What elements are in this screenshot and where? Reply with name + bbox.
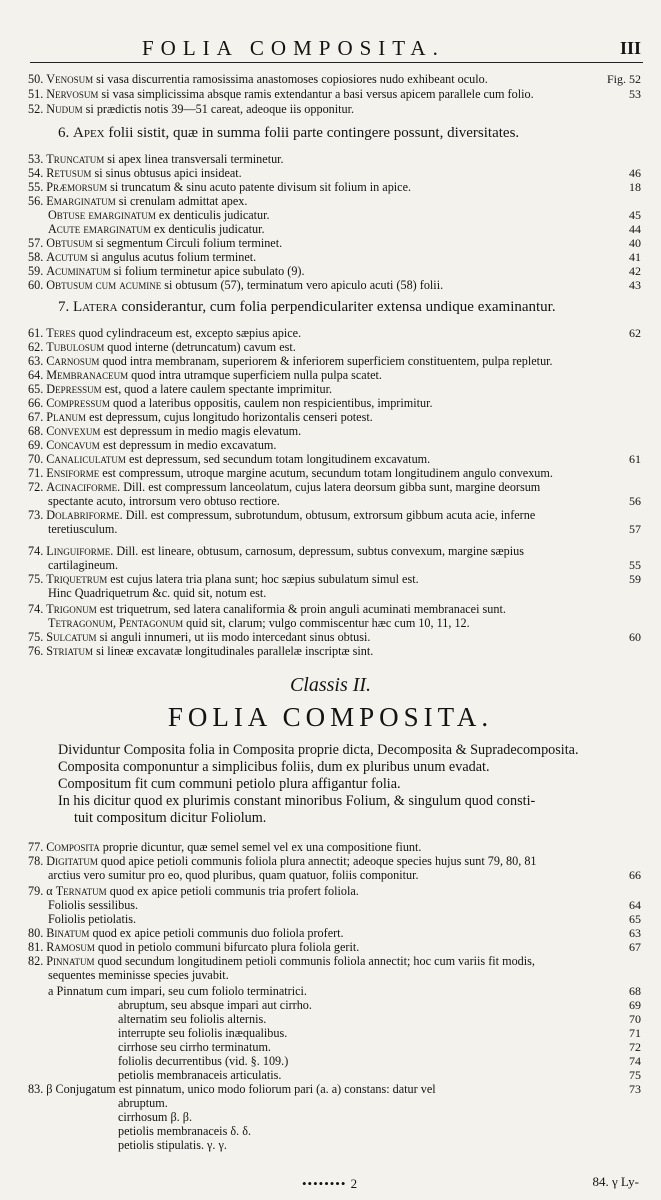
- entry-term: Digitatum: [46, 854, 98, 868]
- entry-line: [48, 522, 117, 536]
- figure-number: 69: [629, 998, 641, 1012]
- figure-number: 63: [629, 926, 641, 940]
- entry-term: Trigonum: [46, 602, 97, 616]
- entry-text: est depressum, sed secundum totam longitudinem excavatum.: [125, 452, 431, 466]
- entry-line: [118, 1138, 227, 1152]
- entry-line: [28, 326, 301, 340]
- entry-line: [28, 87, 534, 101]
- entry-text: est depressum, cujus longitudo horizontalis censeri potest.: [86, 410, 373, 424]
- intro-line: Dividuntur Composita folia in Composita proprie dicta, Decomposita & Supradecomposita.: [58, 742, 579, 758]
- figure-number: 67: [629, 940, 641, 954]
- entry-line: [28, 250, 256, 264]
- entry-text: Pinnatum cum impari, seu cum foliolo terminatrici.: [56, 984, 307, 998]
- entry-text: si crenulam admittat apex.: [115, 194, 248, 208]
- entry-mark: a: [48, 984, 54, 998]
- entry-line: [28, 884, 359, 898]
- catchword: 84. γ Ly-: [592, 1174, 639, 1189]
- entry-number: 70.: [28, 452, 44, 466]
- entry-line: [48, 968, 229, 982]
- entry-term: Ramosum: [46, 940, 95, 954]
- entry-line: [28, 264, 305, 278]
- entry-text: est depressum in medio excavatum.: [99, 438, 277, 452]
- entry-text: si truncatum & sinu acuto patente divisum sit folium in apice.: [107, 180, 412, 194]
- entry-number: 76.: [28, 644, 44, 658]
- entry-number: 59.: [28, 264, 44, 278]
- entry-number: 68.: [28, 424, 44, 438]
- entry-text: sequentes meminisse species juvabit.: [48, 968, 229, 982]
- figure-number: 43: [629, 278, 641, 292]
- entry-text: Foliolis sessilibus.: [48, 898, 139, 912]
- entry-number: 55.: [28, 180, 44, 194]
- entry-term: Membranaceum: [46, 368, 129, 382]
- entry-term: Teres: [46, 326, 76, 340]
- entry-line: [28, 438, 276, 452]
- entry-line: [118, 1110, 192, 1124]
- figure-number: 74: [629, 1054, 641, 1068]
- entry-line: [118, 998, 312, 1012]
- entry-term: Tetragonum, Pentagonum: [48, 616, 184, 630]
- entry-text: abruptum, seu absque impari aut cirrho.: [118, 998, 312, 1012]
- classis-heading: Classis II.: [289, 674, 372, 696]
- entry-term: Striatum: [46, 644, 94, 658]
- entry-text: ex denticulis judicatur.: [155, 208, 270, 222]
- entry-line: [28, 354, 553, 368]
- figure-number: 59: [629, 572, 641, 586]
- entry-line: [28, 236, 282, 250]
- entry-text: est triquetrum, sed latera canaliformia & proin anguli acuminati membranacei sunt.: [96, 602, 506, 616]
- entry-line: [28, 278, 443, 292]
- entry-text: spectante acuto, introrsum vero obtuso rectiore.: [48, 494, 280, 508]
- entry-number: 60.: [28, 278, 44, 292]
- entry-line: [28, 166, 242, 180]
- entry-text: petiolis stipulatis. γ. γ.: [118, 1138, 227, 1152]
- entry-text: si lineæ excavatæ longitudinales parallelæ inscriptæ sint.: [93, 644, 374, 658]
- entry-term: Retusum: [46, 166, 92, 180]
- entry-line: [28, 480, 540, 494]
- entry-term: Ternatum: [55, 884, 107, 898]
- entry-text: cartilagineum.: [48, 558, 119, 572]
- figure-number: 64: [629, 898, 641, 912]
- entry-term: Obtuse emarginatum: [48, 208, 156, 222]
- entry-text: si folium terminetur apice subulato (9).: [110, 264, 305, 278]
- entry-number: 52.: [28, 102, 44, 116]
- entry-text: si segmentum Circuli folium terminet.: [92, 236, 283, 250]
- entry-number: 54.: [28, 166, 44, 180]
- entry-line: [28, 466, 553, 480]
- entry-text: quod a lateribus oppositis, caulem non respicientibus, imprimitur.: [109, 396, 433, 410]
- entry-text: interrupte seu foliolis inæqualibus.: [118, 1026, 288, 1040]
- entry-text: est depressum in medio magis elevatum.: [100, 424, 302, 438]
- entry-line: [28, 452, 430, 466]
- entry-term: Nudum: [46, 102, 83, 116]
- entry-term: Truncatum: [46, 152, 105, 166]
- entry-term: Linguiforme.: [46, 544, 114, 558]
- entry-text: ex denticulis judicatur.: [150, 222, 265, 236]
- entry-line: [28, 840, 421, 854]
- entry-term: Carnosum: [46, 354, 100, 368]
- intro-line: Compositum fit cum communi petiolo plura affigantur folia.: [58, 776, 401, 792]
- entry-line: [28, 508, 535, 522]
- entry-term: Venosum: [46, 72, 94, 86]
- entry-line: [28, 382, 332, 396]
- figure-number: 46: [629, 166, 641, 180]
- entry-text: petiolis membranaceis articulatis.: [118, 1068, 282, 1082]
- entry-line: [28, 424, 301, 438]
- entry-number: 57.: [28, 236, 44, 250]
- entry-text: est compressum, utroque margine acutum, secundum totam longitudinem angulo convexum.: [99, 466, 553, 480]
- entry-line: [48, 616, 470, 630]
- entry-text: proprie dicuntur, quæ semel semel vel ex una compositione fiunt.: [99, 840, 422, 854]
- entry-line: [28, 940, 359, 954]
- entry-line: [48, 494, 280, 508]
- entry-line: [28, 572, 419, 586]
- entry-text: si vasa discurrentia ramosissima anastomoses copiosiores nudo exhibeant oculo.: [93, 72, 488, 86]
- figure-number: 71: [629, 1026, 641, 1040]
- entry-line: [28, 152, 284, 166]
- entry-line: [28, 644, 373, 658]
- entry-line: [28, 854, 537, 868]
- intro-line: In his dicitur quod ex plurimis constant minoribus Folium, & singulum quod consti-: [58, 793, 536, 809]
- figure-number: 68: [629, 984, 641, 998]
- entry-line: [118, 1068, 281, 1082]
- intro-line: tuit compositum dicitur Foliolum.: [74, 810, 267, 826]
- entry-number: 50.: [28, 72, 44, 86]
- page-number: III: [619, 38, 641, 58]
- entry-term: Dolabriforme.: [46, 508, 123, 522]
- entry-number: 56.: [28, 194, 44, 208]
- entry-text: quod cylindraceum est, excepto sæpius apice.: [75, 326, 302, 340]
- entry-number: 51.: [28, 87, 44, 101]
- entry-line: [28, 72, 488, 86]
- entry-line: [28, 410, 373, 424]
- entry-number: 78.: [28, 854, 44, 868]
- entry-term: Ensiforme: [46, 466, 100, 480]
- entry-number: 74.: [28, 602, 44, 616]
- entry-number: 66.: [28, 396, 44, 410]
- entry-line: [48, 558, 118, 572]
- entry-line: [118, 1012, 266, 1026]
- entry-number: 62.: [28, 340, 44, 354]
- entry-text: 83. β Conjugatum est pinnatum, unico modo foliorum pari (a. a) constans: datur vel: [28, 1082, 436, 1096]
- entry-term: Depressum: [46, 382, 102, 396]
- figure-number: 55: [629, 558, 641, 572]
- entry-line: [28, 630, 370, 644]
- entry-number: 71.: [28, 466, 44, 480]
- entry-line: [28, 602, 506, 616]
- entry-term: Acinaciforme.: [46, 480, 121, 494]
- entry-text: Dill. est compressum lanceolatum, cujus latera deorsum gibba sunt, margine deorsum: [120, 480, 541, 494]
- entry-line: [118, 1054, 288, 1068]
- entry-term: Composita: [46, 840, 100, 854]
- entry-number: 69.: [28, 438, 44, 452]
- entry-term: Tubulosum: [46, 340, 105, 354]
- entry-text: quod ex apice petioli communis tria profert foliola.: [106, 884, 359, 898]
- running-head: [30, 32, 643, 63]
- entry-line: [48, 208, 270, 222]
- entry-line: [118, 1026, 287, 1040]
- entry-text: si angulus acutus folium terminet.: [87, 250, 257, 264]
- entry-number: 72.: [28, 480, 44, 494]
- entry-text: quod in petiolo communi bifurcato plura foliola gerit.: [94, 940, 360, 954]
- entry-term: Convexum: [46, 424, 101, 438]
- entry-line: [28, 1082, 436, 1096]
- heading-latera: 7. Latera considerantur, cum folia perpendiculariter extensa undique examinantur.: [58, 299, 556, 315]
- entry-term: Pinnatum: [46, 954, 95, 968]
- entry-text: si vasa simplicissima absque ramis extendantur a basi versus apicem parallele cum folio.: [98, 87, 534, 101]
- entry-text: quod intra utramque superficiem nulla pulpa scatet.: [128, 368, 382, 382]
- entry-text: cirrhose seu cirrho terminatum.: [118, 1040, 271, 1054]
- entry-line: [48, 898, 138, 912]
- entry-number: 80.: [28, 926, 44, 940]
- entry-text: quid sit, clarum; vulgo commiscentur hæc cum 10, 11, 12.: [183, 616, 470, 630]
- entry-number: 58.: [28, 250, 44, 264]
- figure-number: 72: [629, 1040, 641, 1054]
- entry-text: Hinc Quadriquetrum &c. quid sit, notum est.: [48, 586, 267, 600]
- figure-number: 70: [629, 1012, 641, 1026]
- entry-number: 53.: [28, 152, 44, 166]
- entry-line: [28, 544, 524, 558]
- entry-text: si prædictis notis 39—51 careat, adeoque iis opponitur.: [82, 102, 355, 116]
- entry-line: [28, 180, 411, 194]
- entry-text: quod intra membranam, superiorem & inferiorem superficiem constituentem, pulpa repletur.: [99, 354, 553, 368]
- figure-number: 53: [629, 87, 641, 101]
- entry-number: 82.: [28, 954, 44, 968]
- figure-number: 75: [629, 1068, 641, 1082]
- entry-term: Acutum: [46, 250, 88, 264]
- entry-term: Triquetrum: [46, 572, 108, 586]
- figure-number: 56: [629, 494, 641, 508]
- intro-line: Composita componuntur a simplicibus foliis, dum ex pluribus unum evadat.: [58, 759, 490, 775]
- entry-term: Nervosum: [46, 87, 99, 101]
- entry-term: Præmorsum: [46, 180, 108, 194]
- figure-number: 66: [629, 868, 641, 882]
- entry-number: 63.: [28, 354, 44, 368]
- entry-line: [28, 926, 344, 940]
- figure-number: 73: [629, 1082, 641, 1096]
- entry-text: quod secundum longitudinem petioli communis foliola annectit; hoc cum variis fit modis,: [94, 954, 535, 968]
- entry-term: Compressum: [46, 396, 110, 410]
- signature-mark: •••••••• 2: [302, 1176, 359, 1191]
- entry-line: [28, 102, 354, 116]
- figure-number: Fig. 52: [606, 72, 641, 86]
- figure-number: 65: [629, 912, 641, 926]
- section-title: FOLIA COMPOSITA.: [167, 702, 494, 732]
- entry-text: teretiusculum.: [48, 522, 118, 536]
- running-title: FOLIA COMPOSITA.: [142, 36, 445, 60]
- entry-term: Canaliculatum: [46, 452, 126, 466]
- entry-number: 74.: [28, 544, 44, 558]
- entry-text: si sinus obtusus apici insideat.: [91, 166, 242, 180]
- entry-term: Concavum: [46, 438, 100, 452]
- entry-number: 61.: [28, 326, 44, 340]
- figure-number: 40: [629, 236, 641, 250]
- entry-text: quod apice petioli communis foliola plura annectit; adeoque species hujus sunt 79, 80, 81: [97, 854, 537, 868]
- entry-line: [28, 368, 382, 382]
- entry-line: [28, 340, 296, 354]
- entry-text: quod interne (detruncatum) cavum est.: [104, 340, 296, 354]
- entry-line: [118, 1096, 168, 1110]
- entry-text: petiolis membranaceis δ. δ.: [118, 1124, 251, 1138]
- entry-term: Obtusum cum acumine: [46, 278, 162, 292]
- figure-number: 60: [629, 630, 641, 644]
- entry-text: quod ex apice petioli communis duo foliola profert.: [89, 926, 344, 940]
- entry-text: est cujus latera tria plana sunt; hoc sæpius subulatum simul est.: [107, 572, 419, 586]
- entry-text: si anguli innumeri, ut iis modo intercedant sinus obtusi.: [96, 630, 371, 644]
- entry-line: [48, 984, 307, 998]
- entry-term: Planum: [46, 410, 87, 424]
- entry-text: est, quod a latere caulem spectante imprimitur.: [101, 382, 333, 396]
- entry-line: [48, 912, 136, 926]
- entry-text: si obtusum (57), terminatum vero apiculo acuti (58) folii.: [161, 278, 444, 292]
- entry-text: abruptum.: [118, 1096, 168, 1110]
- entry-number: 75.: [28, 630, 44, 644]
- entry-line: [118, 1124, 251, 1138]
- figure-number: 18: [629, 180, 641, 194]
- entry-number: 75.: [28, 572, 44, 586]
- figure-number: 61: [629, 452, 641, 466]
- figure-number: 57: [629, 522, 641, 536]
- heading-apex: 6. Apex folii sistit, quæ in summa folii parte contingere possunt, diversitates.: [58, 125, 520, 141]
- entry-term: Acuminatum: [46, 264, 111, 278]
- entry-line: [48, 868, 419, 882]
- entry-number: 67.: [28, 410, 44, 424]
- entry-text: alternatim seu foliolis alternis.: [118, 1012, 267, 1026]
- entry-term: Sulcatum: [46, 630, 97, 644]
- entry-text: foliolis decurrentibus (vid. §. 109.): [118, 1054, 289, 1068]
- entry-line: [118, 1040, 271, 1054]
- entry-text: Foliolis petiolatis.: [48, 912, 137, 926]
- entry-text: Dill. est compressum, subrotundum, obtusum, extrorsum gibbum acuta acie, inferne: [122, 508, 536, 522]
- entry-line: [28, 396, 433, 410]
- entry-term: Obtusum: [46, 236, 93, 250]
- figure-number: 62: [629, 326, 641, 340]
- figure-number: 42: [629, 264, 641, 278]
- figure-number: 44: [629, 222, 641, 236]
- entry-number: 64.: [28, 368, 44, 382]
- entry-number: 79. α: [28, 884, 53, 898]
- entry-text: cirrhosum β. β.: [118, 1110, 193, 1124]
- entry-line: [28, 954, 535, 968]
- entry-number: 77.: [28, 840, 44, 854]
- entry-text: Dill. est lineare, obtusum, carnosum, depressum, subtus convexum, margine sæpius: [113, 544, 524, 558]
- entry-number: 65.: [28, 382, 44, 396]
- entry-number: 81.: [28, 940, 44, 954]
- entry-line: [48, 586, 266, 600]
- entry-line: [48, 222, 265, 236]
- figure-number: 45: [629, 208, 641, 222]
- entry-text: si apex linea transversali terminetur.: [104, 152, 284, 166]
- entry-term: Binatum: [46, 926, 90, 940]
- entry-text: arctius vero sumitur pro eo, quod pluribus, quam quatuor, foliis componitur.: [48, 868, 419, 882]
- entry-number: 73.: [28, 508, 44, 522]
- entry-term: Acute emarginatum: [48, 222, 151, 236]
- figure-number: 41: [629, 250, 641, 264]
- entry-line: [28, 194, 247, 208]
- entry-term: Emarginatum: [46, 194, 116, 208]
